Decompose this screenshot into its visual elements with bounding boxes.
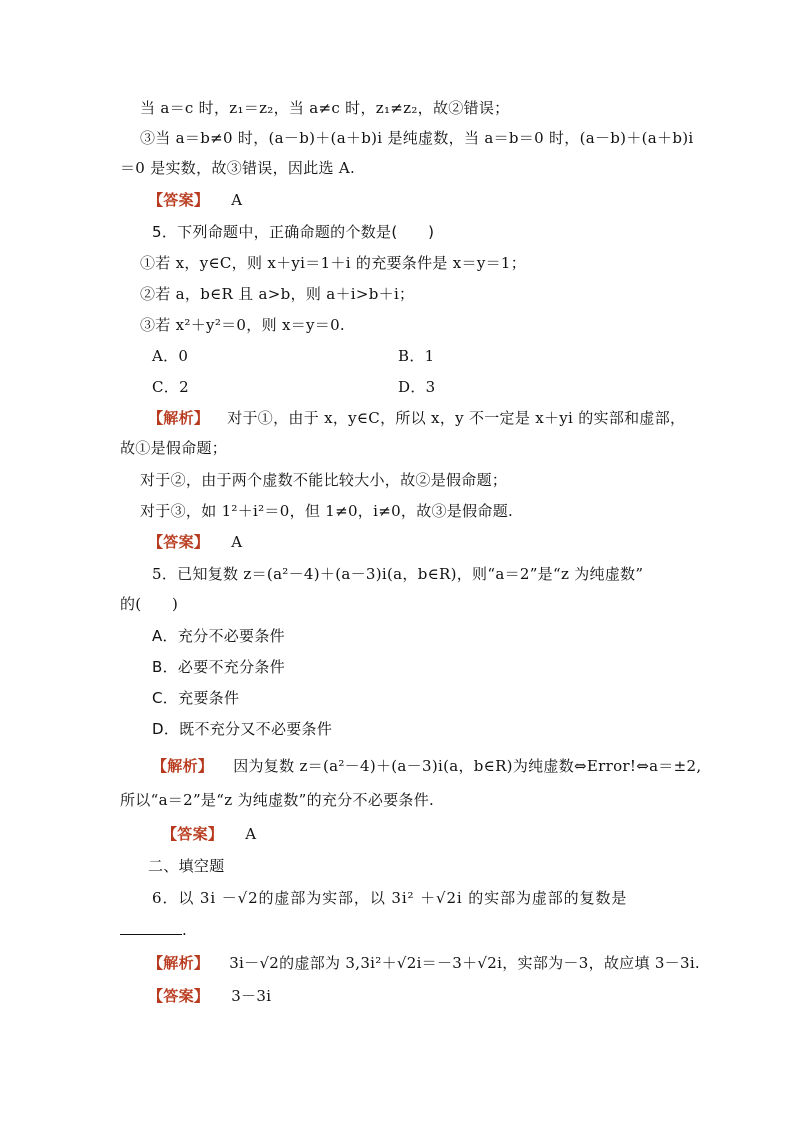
option-d: D．3 — [398, 378, 436, 396]
option-a: A．充分不必要条件 — [152, 627, 285, 645]
answer-tag: 【答案】 — [162, 825, 224, 843]
answer-tag: 【答案】 — [148, 987, 210, 1005]
analysis-line: 【解析】 对于①，由于 x，y∈C，所以 x，y 不一定是 x＋yi 的实部和虚部， — [148, 409, 686, 427]
text-line: 当 a＝c 时，z₁＝z₂，当 a≠c 时，z₁≠z₂，故②错误； — [140, 99, 510, 117]
option-c: C．充要条件 — [152, 689, 240, 707]
text-line: 对于②，由于两个虚数不能比较大小，故②是假命题； — [140, 471, 508, 489]
option-d: D．既不充分又不必要条件 — [152, 720, 333, 738]
answer-line: 【答案】 A — [148, 533, 243, 551]
answer-tag: 【答案】 — [148, 533, 210, 551]
answer-line: 【答案】 3－3i — [148, 987, 272, 1005]
text-line: ＝0 是实数，故③错误，因此选 A. — [120, 159, 356, 177]
answer-line: 【答案】 A — [162, 825, 257, 843]
question-title: 5．下列命题中，正确命题的个数是( ) — [152, 223, 435, 241]
analysis-tag: 【解析】 — [148, 954, 210, 972]
answer-line: 【答案】 A — [148, 191, 243, 209]
section-heading: 二、填空题 — [148, 857, 225, 875]
text-line: 故①是假命题； — [120, 439, 228, 457]
analysis-line: 【解析】 3i－√2的虚部为 3,3i²＋√2i＝－3＋√2i，实部为－3，故应填 3－3i. — [148, 954, 700, 972]
text-line: 所以“a＝2”是“z 为纯虚数”的充分不必要条件. — [120, 791, 435, 809]
text-line: ①若 x，y∈C，则 x＋yi＝1＋i 的充要条件是 x＝y＝1； — [140, 254, 527, 272]
answer-blank — [120, 920, 182, 935]
text-line: 的( ) — [120, 595, 179, 613]
text-line: 对于③，如 1²＋i²＝0，但 1≠0，i≠0，故③是假命题. — [140, 502, 514, 520]
text-line: ③若 x²＋y²＝0，则 x＝y＝0. — [140, 316, 345, 334]
question-title: 5．已知复数 z＝(a²－4)＋(a－3)i(a，b∈R)，则“a＝2”是“z 为纯虚数” — [152, 565, 644, 583]
question-title: 6．以 3i －√2的虚部为实部，以 3i² ＋√2i 的实部为虚部的复数是 — [152, 889, 628, 907]
option-b: B．1 — [398, 347, 435, 365]
text-line: ③当 a＝b≠0 时，(a－b)＋(a＋b)i 是纯虚数，当 a＝b＝0 时，(a－b)＋(a＋b)i — [140, 129, 694, 147]
text-line: ②若 a，b∈R 且 a>b，则 a＋i>b＋i； — [140, 285, 415, 303]
answer-tag: 【答案】 — [148, 191, 210, 209]
analysis-tag: 【解析】 — [148, 409, 210, 427]
fill-blank-line: . — [120, 920, 187, 940]
option-a: A．0 — [152, 347, 189, 365]
option-b: B．必要不充分条件 — [152, 658, 285, 676]
option-c: C．2 — [152, 378, 189, 396]
analysis-line: 【解析】 因为复数 z＝(a²－4)＋(a－3)i(a，b∈R)为纯虚数⇔Error!⇔a＝±2, — [152, 757, 702, 775]
analysis-tag: 【解析】 — [152, 757, 214, 775]
